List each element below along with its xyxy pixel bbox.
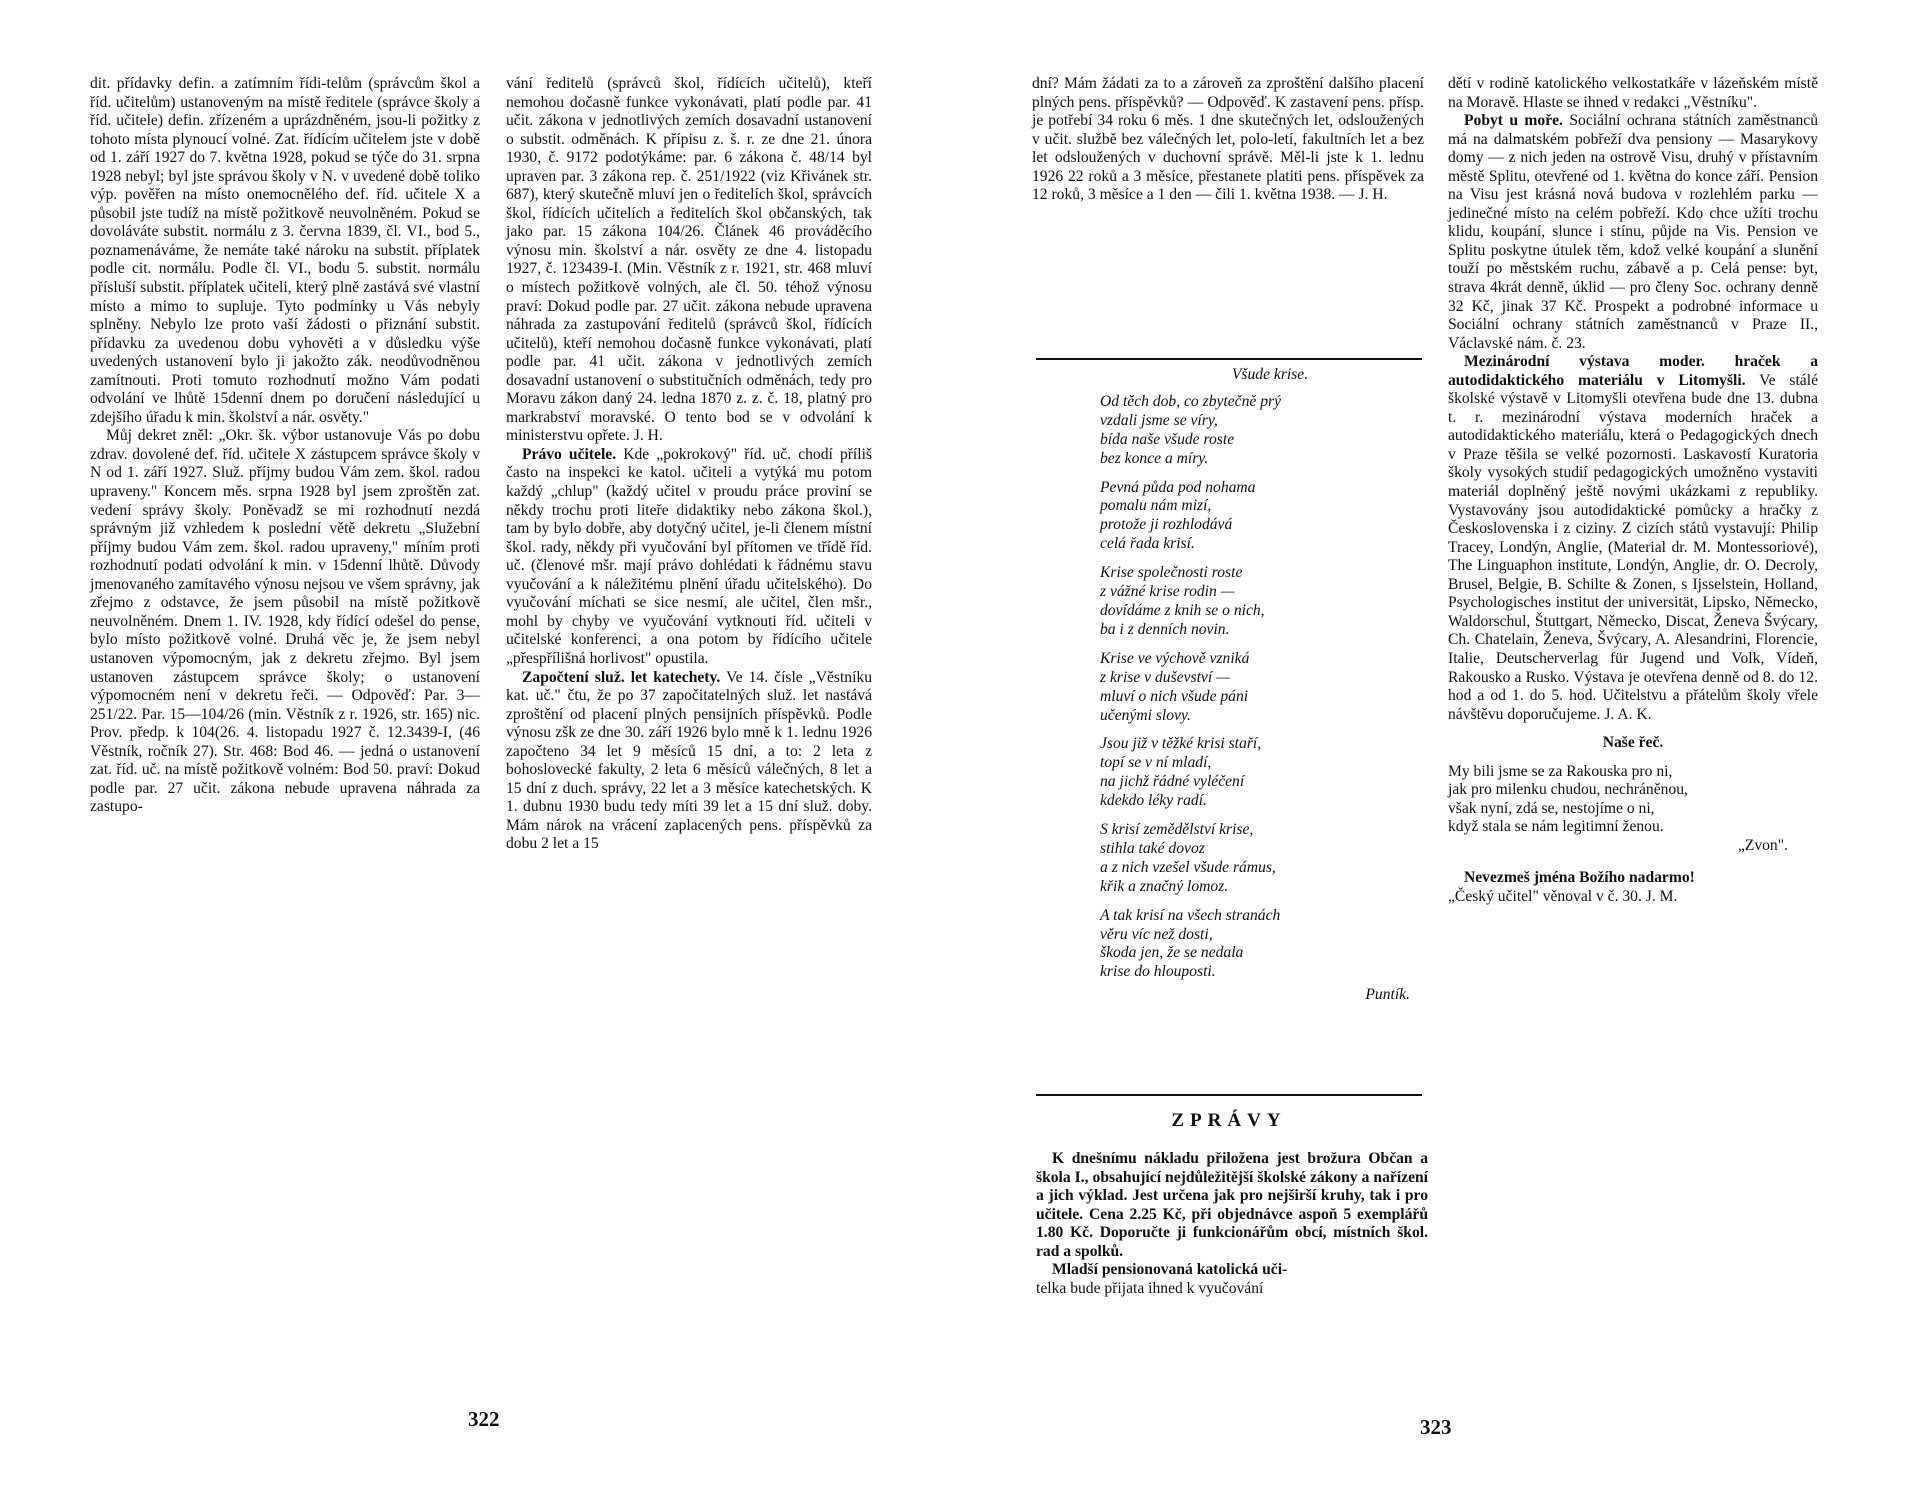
poem-line: ba i z denních novin. [1100,620,1230,638]
poem-line: S krisí zemědělství krise, [1100,821,1254,839]
poem-line: mluví o nich všude páni [1100,687,1249,705]
poem-line: Jsou již v těžké krisi staří, [1100,735,1262,753]
poem-line: vzdali jsme se víry, [1100,411,1218,429]
poem-line: z vážné krise rodin — [1100,583,1235,601]
news-section [1036,1150,1428,1298]
news-pobyt-u-more [1448,112,1818,353]
poem-line: Krise ve výchově vzniká [1100,649,1250,667]
article-pravo-ucitele [506,446,872,669]
poem-stanza [1100,393,1410,469]
verse-line: My bili jsme se za Rakouska pro ni, [1448,762,1673,780]
right-page-column-2 [1448,75,1818,907]
poem-line: křik a značný lomoz. [1100,877,1229,895]
poem-stanza [1100,907,1410,983]
verse-line: jak pro milenku chudou, nechráněnou, [1448,781,1688,799]
section-title-zpravy: ZPRÁVY [1171,1110,1287,1131]
article-zapocteni [506,669,872,854]
divider-rule [1036,1094,1422,1096]
news-body: telka bude přijata ihned k vyučování [1036,1279,1264,1297]
poem-stanza [1100,821,1410,897]
poem-line: A tak krisí na všech stranách [1100,906,1281,924]
article-heading: Právo učitele. [522,445,617,463]
poem-line: celá řada krisí. [1100,535,1195,553]
poem-line: topí se v ní mladí, [1100,754,1212,772]
poem-line: Od těch dob, co zbytečně prý [1100,392,1281,410]
poem-stanza [1100,650,1410,726]
news-body: Ve stálé školské výstavě v Litomyšli otevřena bude dne 13. dubna t. r. mezinárodní výstava moderních hraček a autodidaktického materiálu, která o Pedagogických dnech v Praze těšila se velké pozornosti. Laskavostí Kuratoria školy vysokých studií pedagogických umožněno vystaviti materiál doplněný ještě novými ukázkami z republiky. Vystavovány jsou autodidaktické pomůcky a hračky z Československa i z ciziny. Z cizích států vystavují: Philip Tracey, Londýn, Anglie, (Material dr. M. Montessoriové), The Linguaphon institute, Londýn, Anglie, dr. O. Decroly, Brusel, Belgie, B. Schilte & Zonen, s Ijsselstein, Holland, Psychologisches institut der universität, Lipsko, Německo, Waldorschul, Štuttgart, Německo, Discat, Ženeva Švýcary, Ch. Chatelain, Ženeva, Švýcary, A. Alesandrini, Florencie, Italie, Deutscherverlag für Jugend und Volk, Vídeň, Rakousko a Rusko. Výstava je otevřena denně od 8. do 12. hod a od 1. do 5. hod. Učitelstvu a přátelům školy vřele návštěvu doporučujeme. J. A. K. [1448,371,1818,723]
poem-line: škoda jen, že se nedala [1100,944,1244,962]
poem-line: Pevná půda pod nohama [1100,478,1256,496]
poem-line: krise do hlouposti. [1100,963,1216,981]
poem-line: kdekdo léky radí. [1100,792,1207,810]
poem-stanza [1100,735,1410,811]
left-page-column-2 [506,75,872,854]
poem-line: bída naše všude roste [1100,430,1235,448]
news-teacher-wanted [1036,1261,1428,1298]
poem-line: na jichž řádné vyléčení [1100,773,1245,791]
poem-line: věru víc než dosti, [1100,925,1213,943]
poem-author: Puntík. [1365,986,1410,1004]
poem-line: a z nich vzešel všude rámus, [1100,858,1276,876]
verse-line: když stala se nám legitimní ženou. [1448,818,1664,836]
news-heading: Pobyt u moře. [1464,112,1563,130]
news-body: „Český učitel" věnoval v č. 30. J. M. [1448,887,1678,905]
news-heading: Mladší pensionovaná katolická uči- [1052,1261,1288,1279]
verse-source: „Zvon". [1737,836,1788,854]
news-continuation: dětí v rodině katolického velkostatkáře v lázeňském místě na Moravě. Hlaste se ihned v redakci „Věstníku". [1448,75,1818,111]
verse-line: však nyní, zdá se, nestojíme o ni, [1448,799,1655,817]
news-brochure: K dnešnímu nákladu přiložena jest brožura Občan a škola I., obsahující nejdůležitější školské zákony a nařízení a jich výklad. Jest určena jak pro nejširší kruhy, tak i pro učitele. Cena 2.25 Kč, při objednávce aspoň 5 exemplářů 1.80 Kč. Doporučte ji funkcionářům obcí, místních škol. rad a spolků. [1036,1150,1428,1260]
poem [1100,366,1410,1005]
poem-line: stihla také dovoz [1100,839,1205,857]
poem-stanza [1100,564,1410,640]
page-number-left: 322 [468,1407,500,1431]
poem-line: z krise v duševství — [1100,668,1230,686]
news-nase-rec-title: Naše řeč. [1602,734,1664,752]
continuation-paragraph: vání ředitelů (správců škol, řídících učitelů), kteří nemohou dočasně funkce vykonávati, platí podle par. 41 učit. zákona v jednotlivých zemích dosavadní ustanovení o substit. odměnách. K přípisu z. š. r. ze dne 21. února 1930, č. 9172 podotýkáme: par. 6 zákona č. 48/14 byl upraven par. 3 zákona rep. č. 251/1922 (viz Křivánek str. 687), který skutečně mluví jen o ředitelích škol, správcích škol, řídících učitelích a ředitelích škol občanských, tak jako par. 15 zákona 104/26. Článek 46 prováděcího výnosu min. školství a nár. osvěty ze dne 4. listopadu 1927, č. 123439-I. (Min. Věstník z r. 1921, str. 468 mluví o místech požitkově volných, ale čl. 50. téhož výnosu praví: Dokud podle par. 27 učit. zákona nebude upravena náhrada za zastupování ředitelů (správců škol, řídících učitelů), kteří nemohou dočasně funkce vykonávati, platí podle par. 41 učit. zákona v jednotlivých zemích dosavadní ustanovení o substitučních odměnách, tedy pro Moravu zákon daný 24. ledna 1870 z. z. č. 18, platný pro markrabství moravské. O tento bod se v odvolání k ministerstvu opřete. J. H. [506,75,872,445]
news-body: Sociální ochrana státních zaměstnanců má na dalmatském pobřeží dva pensiony — Masarykovy domy — z nich jeden na ostrově Visu, druhý v přístavním městě Splitu, otevřené od 1. května do konce září. Pension na Visu jest krásná nová budova v rozlehlém parku — jedinečné místo na celém pobřeží. Kdo chce užíti trochu klidu, koupání, slunce i stínu, půjde na Vis. Pension ve Splitu poskytne útulek těm, kdož velké koupání a slunění touží po městském ruchu, zábavě a p. Celá pense: byt, strava 4krát denně, úklid — pro členy Soc. ochrany denně 32 Kč, jinak 37 Kč. Prospekt a podrobné informace u Sociální ochrany státních zaměstnanců v Praze II., Václavské nám. č. 23. [1448,112,1819,352]
article-body: Ve 14. čísle „Věstníku kat. uč." čtu, že po 37 započitatelných služ. let nastává zproštění od placení plných pensijních příspěvků. Podle výnosu zšk ze dne 30. září 1926 bylo mně k 1. lednu 1926 započteno 34 let 9 měsíců 15 dní, a to: 2 leta z bohoslovecké fakulty, 2 leta 6 měsíců válečných, 8 let a 15 dní z duch. správy, 22 let a 3 měsíce katechetských. K 1. dubnu 1930 budu tedy míti 39 let a 15 dní služ. doby. Mám nárok na vrácení zaplacených pens. příspěvků za dobu 2 let a 15 [506,668,872,853]
article-body: Kde „pokrokový" říd. uč. chodí příliš často na inspekci ke katol. učiteli a vytýká mu potom každý „chlup" (každý učitel v proudu práce proviní se někdy trochu proti liteře didaktiky nebo zákona škol.), tam by bylo dobře, aby dotyčný učitel, je-li členem místní škol. rady, někdy při vyučování byl přítomen ve třídě říd. uč. (členové mšr. mají právo dohlédati k řádnému stavu vyučování a k náležitému plnění úřadu učitelského). Do vyučování míchati se sice nesmí, ale učitel, člen mšr., mohl by chyby ve vyučování vytknouti říd. učiteli v učitelské konferenci, a ona potom by řídícího učitele „přespřílišná horlivost" opustila. [506,445,872,667]
poem-stanza [1100,479,1410,555]
answer-paragraph: dit. přídavky defin. a zatímním řídi-telům (správcům škol a říd. učitelům) ustanoveným na místě ředitele (správce školy a říd. učitele) defin. zřízeném a uprázdněném, jsou-li požitky z tohoto místa plynoucí volné. Zat. řídícím učitelem jste v době od 1. září 1927 do 7. května 1928, pokud se týče do 31. srpna 1928 nebyl; byl jste správou školy v N. v uvedené době toliko výp. pověřen na místo onemocnělého def. říd. učitele X a působil jste tudíž na místě požitkově neuvolněném. Pokud se dovoláváte substit. normálu z 3. června 1839, čl. VI., bod 5., poznamenáváme, že nemáte také nároku na substit. příplatek podle cit. normálu. Podle čl. VI., bodu 5. substit. normálu přísluší substit. příplatek učiteli, který plně zastává své vlastní místo a mimo to supluje. Tyto podmínky u Vás nebyly splněny. Nebylo lze proto vaší žádosti o přiznání substit. přídavku za uvedenou dobu vyhověti a v důsledku výše uvedených ustanovení bylo ji jakožto zák. neodůvodněnou zamítnouti. Proti tomuto rozhodnutí možno Vám podati odvolání ve lhůtě 15denní dnem po doručení následující u zdejšího úřadu k min. školství a nár. osvěty." [90,75,480,426]
left-page-column-1 [90,75,480,817]
poem-line: pomalu nám mizí, [1100,497,1212,515]
news-nevezmes [1448,869,1818,906]
poem-line: protože ji rozhlodává [1100,516,1233,534]
poem-line: dovídáme z knih se o nich, [1100,601,1265,619]
quoted-verse [1448,763,1818,856]
page-number-right: 323 [1420,1415,1452,1439]
poem-title: Všude krise. [1231,366,1309,383]
right-page-column-1-top [1032,75,1424,205]
news-heading: Mezinárodní výstava moder. hraček a autodidaktického materiálu v Litomyšli. [1448,353,1818,389]
article-heading: Započtení služ. let katechety. [522,668,721,686]
poem-line: učenými slovy. [1100,706,1191,724]
decree-paragraph: Můj dekret zněl: „Okr. šk. výbor ustanovuje Vás po dobu zdrav. dovolené def. říd. učitele X zástupcem správce školy v N od 1. září 1927. Služ. příjmy budou Vám zem. škol. radou upraveny." Koncem měs. srpna 1928 byl jsem zproštěn zat. vedení správy školy. Poněvadž se mi rozhodnutí nezdá správným již vzhledem k poslední větě dekretu „Služební příjmy budou Vám zem. škol. radou upraveny," míním proti rozhodnutí podati odvolání k min. v 15denní lhůtě. Důvody jmenovaného zamítavého výnosu nejsou ve všem správny, jak zřejmo z odstavce, že jsem působil na místě požitkově neuvolněném. Dnem 1. IV. 1928, kdy řídící odešel do pense, bylo místo požitkově volné. Druhá věc je, že jsem nebyl ustanoven výpomocným, jak z dekretu zřejmo. Byl jsem ustanoven zástupcem správce školy; o ustanovení výpomocném není v dekretu řeči. — Odpověď: Par. 3—251/22. Par. 15—104/26 (min. Věstník z r. 1926, str. 165) nic. Prov. předp. k 104(26. 4. listopadu 1927 č. 12.3439-I, (46 Věstník, ročník 27). Str. 468: Bod 46. — jedná o ustanovení zat. říd. uč. na místě požitkově volném: Bod 50. praví: Dokud podle par. 27 učit. zákona nebude upravena náhrada za zastupo- [90,427,480,816]
answer-continuation: dní? Mám žádati za to a zároveň za zproštění dalšího placení plných pens. příspěvků? — Odpověď. K zastavení pens. přísp. je potřebí 34 roku 6 měs. 1 dne skutečných let, odsloužených v učit. službě bez válečných let, polo-letí, fakultních let a bez let odsloužených v duchovní správě. Měl-li jste k 1. lednu 1926 22 roků a 3 měsíce, přestanete platiti pens. příspěvek za 12 roků, 3 měsíce a 1 den — čili 1. května 1938. — J. H. [1032,75,1424,204]
poem-line: Krise společnosti roste [1100,564,1243,582]
poem-line: bez konce a míry. [1100,449,1209,467]
news-heading: Nevezmeš jména Božího nadarmo! [1464,869,1695,887]
divider-rule [1036,358,1422,360]
news-vystava [1448,353,1818,724]
